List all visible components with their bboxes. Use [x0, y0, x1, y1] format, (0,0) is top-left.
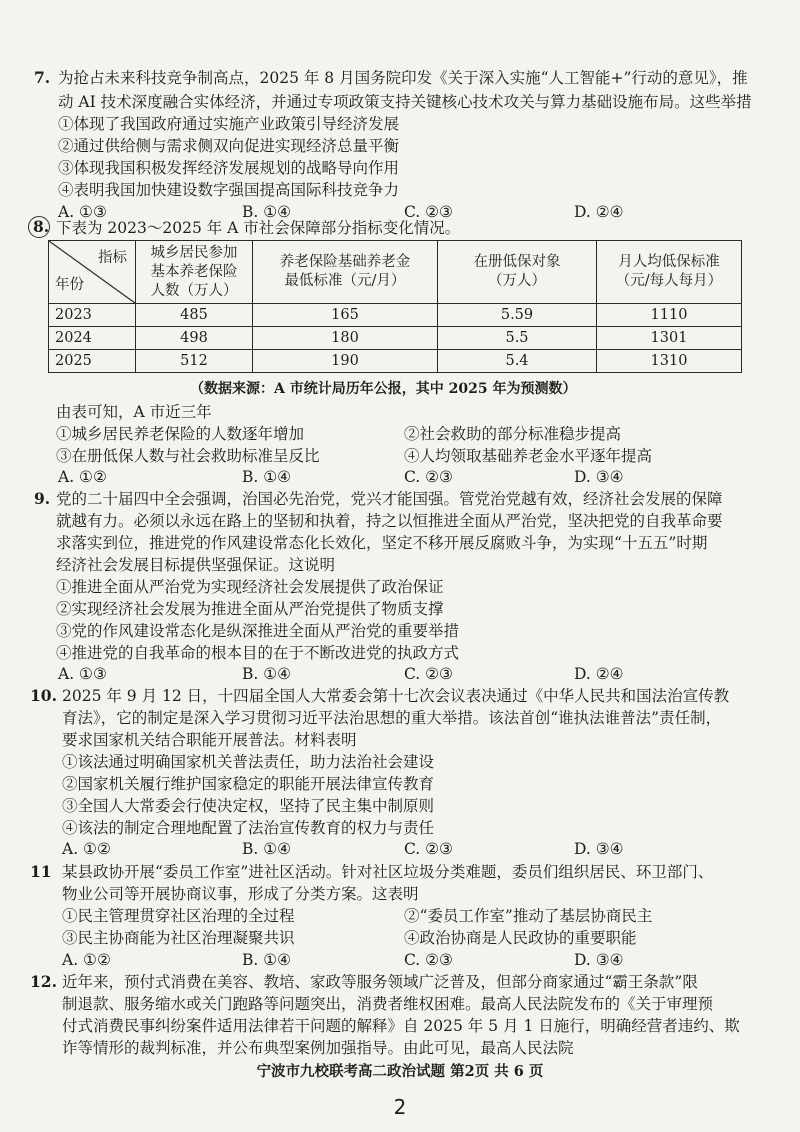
- question-text-line: 动 AI 技术深度融合实体经济，并通过专项政策支持关键核心技术攻关与算力基础设施布局。这些举措: [58, 93, 752, 111]
- option-a[interactable]: A. ①③: [58, 665, 107, 683]
- column-header: 养老保险基础养老金 最低标准（元/月）: [253, 241, 438, 304]
- question-text-line: 经济社会发展目标提供坚强保证。这说明: [56, 556, 336, 574]
- question-number: 8.: [33, 217, 50, 236]
- option-a[interactable]: A. ①③: [58, 203, 107, 221]
- table-source-note: （数据来源：A 市统计局历年公报，其中 2025 年为预测数）: [190, 381, 577, 397]
- option-b[interactable]: B. ①④: [242, 665, 292, 683]
- statement: ①民主管理贯穿社区治理的全过程: [62, 907, 295, 925]
- corner-label-year: 年份: [55, 277, 84, 293]
- option-c[interactable]: C. ②③: [404, 951, 453, 969]
- option-a[interactable]: A. ①②: [58, 468, 107, 486]
- option-b[interactable]: B. ①④: [242, 951, 292, 969]
- column-header: 在册低保对象 （万人）: [438, 241, 597, 304]
- statement: ③全国人大常委会行使决定权，坚持了民主集中制原则: [62, 797, 435, 815]
- option-b[interactable]: B. ①④: [242, 840, 292, 858]
- question-number: 9.: [34, 489, 51, 508]
- option-d[interactable]: D. ②④: [574, 665, 624, 683]
- statement: ③体现我国积极发挥经济发展规划的战略导向作用: [58, 159, 400, 177]
- question-text-line: 为抢占未来科技竞争制高点，2025 年 8 月国务院印发《关于深入实施“人工智能+”行动的意见》，推: [58, 69, 748, 87]
- option-b[interactable]: B. ①④: [242, 203, 292, 221]
- question-number: 7.: [34, 68, 51, 87]
- question-text-line: 诈等情形的裁判标准，并公布典型案例加强指导。由此可见，最高人民法院: [62, 1039, 574, 1057]
- option-c[interactable]: C. ②③: [404, 468, 453, 486]
- table-row: 2024 498 180 5.5 1301: [49, 327, 742, 350]
- corner-label-indicator: 指标: [98, 250, 127, 266]
- question-text-line: 制退款、服务缩水或关门跑路等问题突出，消费者维权困难。最高人民法院发布的《关于审理预: [62, 995, 714, 1013]
- option-a[interactable]: A. ①②: [62, 840, 111, 858]
- statement: ④政治协商是人民政协的重要职能: [404, 929, 637, 947]
- statement: ①城乡居民养老保险的人数逐年增加: [56, 425, 305, 443]
- question-text-line: 某县政协开展“委员工作室”进社区活动。针对社区垃圾分类难题，委员们组织居民、环卫部门、: [62, 863, 714, 881]
- question-text-line: 党的二十届四中全会强调，治国必先治党，党兴才能国强。管党治党越有效，经济社会发展的保障: [56, 490, 723, 508]
- page-footer: 宁波市九校联考高二政治试题 第2页 共 6 页: [256, 1063, 544, 1080]
- statement: ①推进全面从严治党为实现经济社会发展提供了政治保证: [56, 578, 444, 596]
- page-number: 2: [393, 1095, 407, 1119]
- statement: ③在册低保人数与社会救助标准呈反比: [56, 447, 320, 465]
- question-text-line: 就越有力。必须以永远在路上的坚韧和执着，持之以恒推进全面从严治党，坚决把党的自我革命要: [56, 512, 723, 530]
- table-header-row: [49, 241, 742, 304]
- statement: ①该法通过明确国家机关普法责任，助力法治社会建设: [62, 753, 435, 771]
- question-text-line: 要求国家机关结合职能开展普法。材料表明: [62, 731, 357, 749]
- question-intro: 下表为 2023～2025 年 A 市社会保障部分指标变化情况。: [56, 219, 461, 237]
- option-b[interactable]: B. ①④: [242, 468, 292, 486]
- statement: ④人均领取基础养老金水平逐年提高: [404, 447, 653, 465]
- question-lead: 由表可知，A 市近三年: [56, 403, 212, 421]
- option-c[interactable]: C. ②③: [404, 840, 453, 858]
- option-d[interactable]: D. ③④: [574, 951, 624, 969]
- option-d[interactable]: D. ③④: [574, 840, 624, 858]
- statement: ①体现了我国政府通过实施产业政策引导经济发展: [58, 115, 400, 133]
- question-text-line: 育法》，它的制定是深入学习贯彻习近平法治思想的重大举措。该法首创“谁执法谁普法”责任制，: [62, 709, 722, 727]
- statement: ②实现经济社会发展为推进全面从严治党提供了物质支撑: [56, 600, 444, 618]
- social-security-table: [48, 240, 742, 373]
- question-number: 11: [30, 862, 52, 881]
- question-text-line: 付式消费民事纠纷案件适用法律若干问题的解释》自 2025 年 5 月 1 日施行，明确经营者违约、欺: [62, 1017, 740, 1035]
- option-d[interactable]: D. ③④: [574, 468, 624, 486]
- option-a[interactable]: A. ①②: [62, 951, 111, 969]
- question-text-line: 求落实到位，推进党的作风建设常态化长效化，坚定不移开展反腐败斗争，为实现“十五五”时期: [56, 534, 708, 552]
- column-header: 月人均低保标准 （元/每人每月）: [597, 241, 742, 304]
- statement: ④该法的制定合理地配置了法治宣传教育的权力与责任: [62, 819, 435, 837]
- table-row: 2023 485 165 5.59 1110: [49, 304, 742, 327]
- statement: ②通过供给侧与需求侧双向促进实现经济总量平衡: [58, 137, 400, 155]
- option-c[interactable]: C. ②③: [404, 665, 453, 683]
- table-corner-cell: [49, 241, 136, 304]
- statement: ②“委员工作室”推动了基层协商民主: [404, 907, 653, 925]
- statement: ③民主协商能为社区治理凝聚共识: [62, 929, 295, 947]
- question-text-line: 2025 年 9 月 12 日，十四届全国人大常委会第十七次会议表决通过《中华人民共和国法治宣传教: [62, 687, 730, 705]
- table-row: 2025 512 190 5.4 1310: [49, 350, 742, 373]
- statement: ④推进党的自我革命的根本目的在于不断改进党的执政方式: [56, 644, 460, 662]
- question-number: 10.: [30, 686, 57, 705]
- statement: ③党的作风建设常态化是纵深推进全面从严治党的重要举措: [56, 622, 460, 640]
- option-d[interactable]: D. ②④: [574, 203, 624, 221]
- question-text-line: 近年来，预付式消费在美容、教培、家政等服务领域广泛普及，但部分商家通过“霸王条款”限: [62, 973, 698, 991]
- statement: ④表明我国加快建设数字强国提高国际科技竞争力: [58, 181, 400, 199]
- question-number: 12.: [30, 972, 57, 991]
- option-c[interactable]: C. ②③: [404, 203, 453, 221]
- question-text-line: 物业公司等开展协商议事，形成了分类方案。这表明: [62, 885, 419, 903]
- statement: ②国家机关履行维护国家稳定的职能开展法律宣传教育: [62, 775, 435, 793]
- statement: ②社会救助的部分标准稳步提高: [404, 425, 622, 443]
- column-header: 城乡居民参加 基本养老保险 人数（万人）: [136, 241, 253, 304]
